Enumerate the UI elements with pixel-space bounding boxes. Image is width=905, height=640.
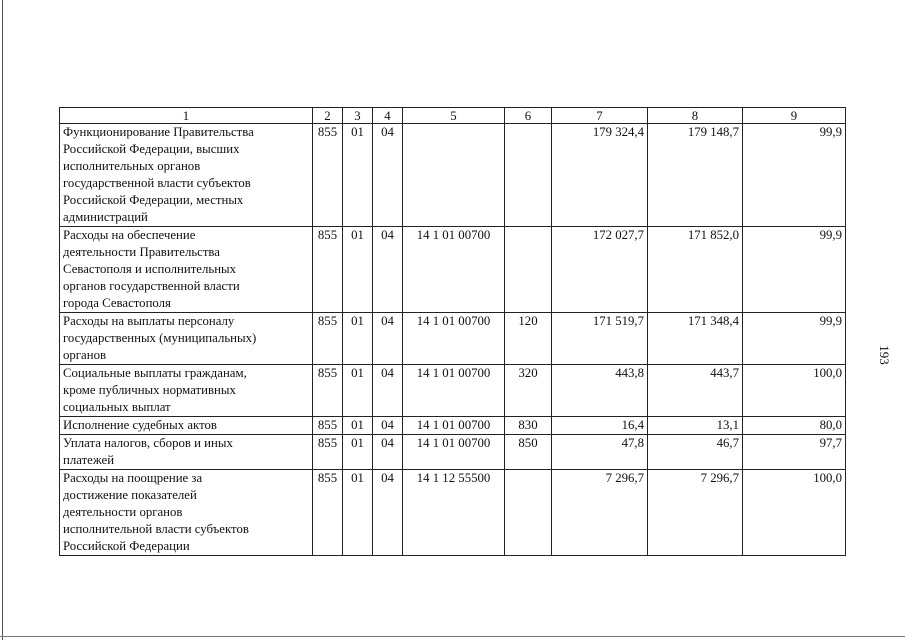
row-name-line: платежей bbox=[63, 453, 115, 467]
row-name-line: администраций bbox=[63, 210, 148, 224]
code-admin-cell: 855 bbox=[313, 124, 343, 227]
code-target-cell: 14 1 01 00700 bbox=[403, 313, 505, 365]
row-name-line: деятельности Правительства bbox=[63, 245, 220, 259]
table-row bbox=[60, 470, 846, 556]
code-subsection-cell: 04 bbox=[373, 227, 403, 313]
code-subsection-cell: 04 bbox=[373, 435, 403, 470]
code-type-cell: 320 bbox=[505, 365, 552, 417]
actual-amount-cell: 13,1 bbox=[648, 417, 743, 435]
row-name-line: органов государственной власти bbox=[63, 279, 240, 293]
plan-amount-cell: 179 324,4 bbox=[552, 124, 648, 227]
plan-amount-cell: 172 027,7 bbox=[552, 227, 648, 313]
code-section-cell: 01 bbox=[343, 313, 373, 365]
percent-cell: 97,7 bbox=[743, 435, 846, 470]
percent-cell: 100,0 bbox=[743, 470, 846, 556]
col-header-1: 1 bbox=[60, 108, 313, 124]
table-row bbox=[60, 313, 846, 365]
code-subsection-cell: 04 bbox=[373, 124, 403, 227]
table-row bbox=[60, 365, 846, 417]
code-admin-cell: 855 bbox=[313, 227, 343, 313]
code-type-cell: 830 bbox=[505, 417, 552, 435]
row-name-line: Расходы на поощрение за bbox=[63, 471, 203, 485]
code-subsection-cell: 04 bbox=[373, 470, 403, 556]
code-target-cell: 14 1 01 00700 bbox=[403, 365, 505, 417]
code-target-cell bbox=[403, 124, 505, 227]
row-name-line: города Севастополя bbox=[63, 296, 171, 310]
row-name-cell bbox=[60, 435, 313, 470]
code-target-cell: 14 1 12 55500 bbox=[403, 470, 505, 556]
row-name-line: государственной власти субъектов bbox=[63, 176, 251, 190]
row-name-line: деятельности органов bbox=[63, 505, 183, 519]
col-header-9: 9 bbox=[743, 108, 846, 124]
actual-amount-cell: 171 348,4 bbox=[648, 313, 743, 365]
col-header-6: 6 bbox=[505, 108, 552, 124]
row-name-line: исполнительной власти субъектов bbox=[63, 522, 249, 536]
code-admin-cell: 855 bbox=[313, 313, 343, 365]
plan-amount-cell: 7 296,7 bbox=[552, 470, 648, 556]
actual-amount-cell: 443,7 bbox=[648, 365, 743, 417]
row-name-line: органов bbox=[63, 348, 107, 362]
code-admin-cell: 855 bbox=[313, 435, 343, 470]
actual-amount-cell: 171 852,0 bbox=[648, 227, 743, 313]
row-name-line: Российской Федерации bbox=[63, 539, 190, 553]
col-header-5: 5 bbox=[403, 108, 505, 124]
code-admin-cell: 855 bbox=[313, 417, 343, 435]
percent-cell: 99,9 bbox=[743, 124, 846, 227]
code-target-cell: 14 1 01 00700 bbox=[403, 227, 505, 313]
row-name-line: Социальные выплаты гражданам, bbox=[63, 366, 247, 380]
code-section-cell: 01 bbox=[343, 227, 373, 313]
row-name-line: кроме публичных нормативных bbox=[63, 383, 236, 397]
percent-cell: 99,9 bbox=[743, 313, 846, 365]
page-edge-left bbox=[2, 0, 3, 640]
row-name-line: Российской Федерации, местных bbox=[63, 193, 244, 207]
actual-amount-cell: 7 296,7 bbox=[648, 470, 743, 556]
table-row bbox=[60, 435, 846, 470]
code-section-cell: 01 bbox=[343, 435, 373, 470]
row-name-cell bbox=[60, 417, 313, 435]
budget-table bbox=[59, 107, 846, 556]
plan-amount-cell: 16,4 bbox=[552, 417, 648, 435]
code-subsection-cell: 04 bbox=[373, 417, 403, 435]
code-type-cell bbox=[505, 470, 552, 556]
col-header-2: 2 bbox=[313, 108, 343, 124]
code-type-cell bbox=[505, 124, 552, 227]
row-name-line: Российской Федерации, высших bbox=[63, 142, 240, 156]
row-name-cell bbox=[60, 470, 313, 556]
code-section-cell: 01 bbox=[343, 124, 373, 227]
code-target-cell: 14 1 01 00700 bbox=[403, 417, 505, 435]
percent-cell: 80,0 bbox=[743, 417, 846, 435]
code-type-cell bbox=[505, 227, 552, 313]
row-name-line: Расходы на обеспечение bbox=[63, 228, 196, 242]
row-name-line: Функционирование Правительства bbox=[63, 125, 254, 139]
code-subsection-cell: 04 bbox=[373, 313, 403, 365]
percent-cell: 100,0 bbox=[743, 365, 846, 417]
col-header-4: 4 bbox=[373, 108, 403, 124]
col-header-3: 3 bbox=[343, 108, 373, 124]
table-body bbox=[60, 108, 846, 556]
col-header-8: 8 bbox=[648, 108, 743, 124]
row-name-line: Уплата налогов, сборов и иных bbox=[63, 436, 233, 450]
code-section-cell: 01 bbox=[343, 470, 373, 556]
code-subsection-cell: 04 bbox=[373, 365, 403, 417]
page-edge-bottom bbox=[0, 636, 905, 637]
code-section-cell: 01 bbox=[343, 365, 373, 417]
table-row bbox=[60, 227, 846, 313]
actual-amount-cell: 179 148,7 bbox=[648, 124, 743, 227]
table-row bbox=[60, 417, 846, 435]
row-name-line: Расходы на выплаты персоналу bbox=[63, 314, 235, 328]
row-name-line: государственных (муниципальных) bbox=[63, 331, 257, 345]
plan-amount-cell: 171 519,7 bbox=[552, 313, 648, 365]
col-header-7: 7 bbox=[552, 108, 648, 124]
row-name-cell bbox=[60, 227, 313, 313]
row-name-line: достижение показателей bbox=[63, 488, 197, 502]
row-name-line: Исполнение судебных актов bbox=[63, 418, 217, 432]
percent-cell: 99,9 bbox=[743, 227, 846, 313]
table-row bbox=[60, 124, 846, 227]
code-admin-cell: 855 bbox=[313, 470, 343, 556]
code-type-cell: 120 bbox=[505, 313, 552, 365]
row-name-cell bbox=[60, 365, 313, 417]
code-type-cell: 850 bbox=[505, 435, 552, 470]
plan-amount-cell: 47,8 bbox=[552, 435, 648, 470]
row-name-line: Севастополя и исполнительных bbox=[63, 262, 237, 276]
actual-amount-cell: 46,7 bbox=[648, 435, 743, 470]
code-section-cell: 01 bbox=[343, 417, 373, 435]
plan-amount-cell: 443,8 bbox=[552, 365, 648, 417]
code-admin-cell: 855 bbox=[313, 365, 343, 417]
row-name-cell bbox=[60, 124, 313, 227]
row-name-line: исполнительных органов bbox=[63, 159, 201, 173]
code-target-cell: 14 1 01 00700 bbox=[403, 435, 505, 470]
row-name-line: социальных выплат bbox=[63, 400, 171, 414]
row-name-cell bbox=[60, 313, 313, 365]
page-number: 193 bbox=[876, 345, 892, 365]
table-header-row bbox=[60, 108, 846, 124]
